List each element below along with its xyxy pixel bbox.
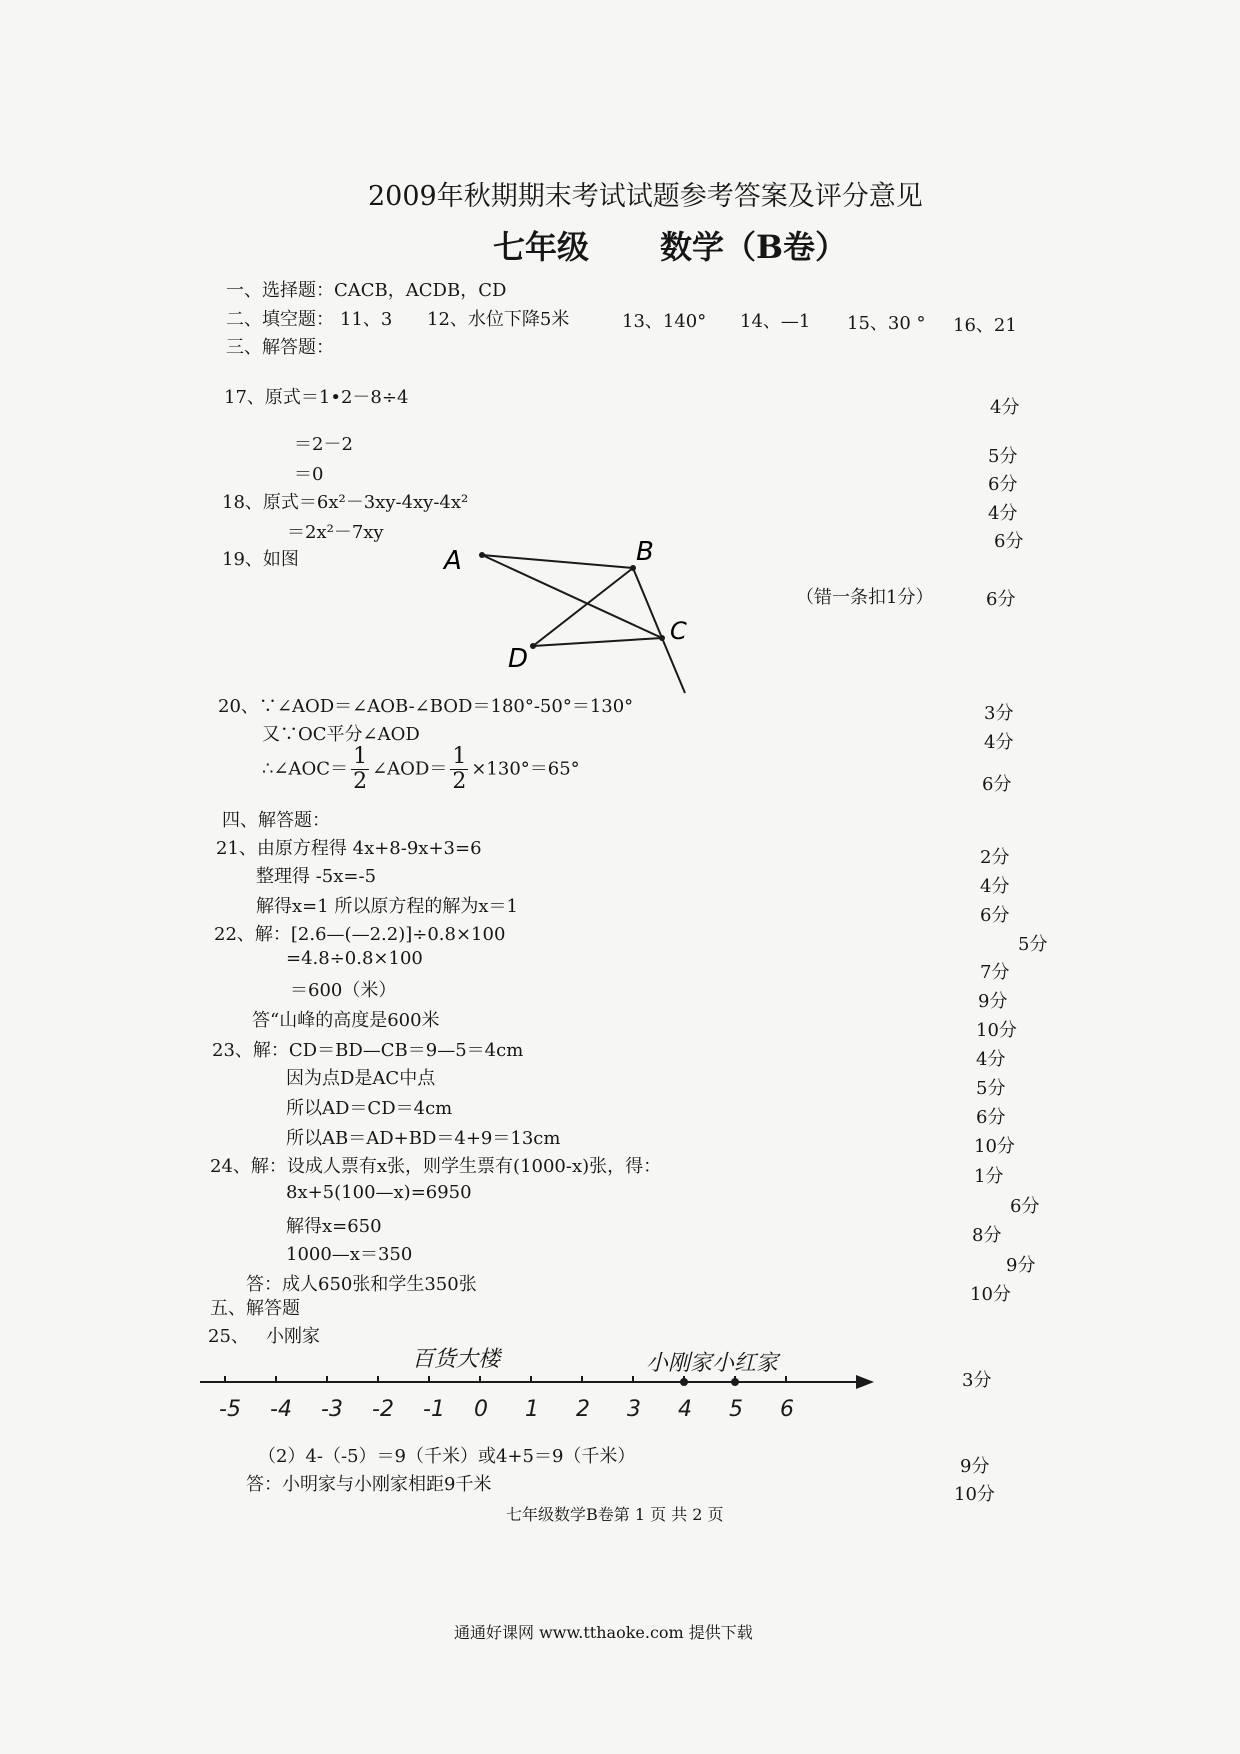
site-footer: 通通好课网 www.tthaoke.com 提供下载 <box>454 1623 753 1642</box>
number-line-tick-label: -2 <box>372 1397 394 1422</box>
q18-line2: ＝2x²－7xy <box>287 522 384 543</box>
q20-score1: 3分 <box>984 703 1014 724</box>
q23-line4: 所以AB＝AD+BD＝4+9＝13cm <box>286 1128 561 1149</box>
point-b-label: B <box>636 537 654 567</box>
q25-home-label: 小刚家 <box>266 1326 320 1347</box>
point-a-label: A <box>444 546 462 576</box>
q24-line5: 答：成人650张和学生350张 <box>246 1274 477 1295</box>
q20-line3-a: ∴∠AOC＝ <box>262 758 349 780</box>
q19-label: 19、如图 <box>222 549 299 570</box>
q20-line3-c: ×130°＝65° <box>471 758 580 780</box>
q25-score2: 9分 <box>960 1456 990 1477</box>
q20-score2: 4分 <box>984 732 1014 753</box>
fraction-numerator: 1 <box>452 744 467 769</box>
q25-score1: 3分 <box>962 1370 992 1391</box>
q23-score1: 4分 <box>976 1049 1006 1070</box>
q22-line4: 答“山峰的高度是600米 <box>252 1010 440 1031</box>
q25-score3: 10分 <box>954 1484 995 1505</box>
number-line-tick-label: -5 <box>219 1397 241 1422</box>
number-line-tick-label: 6 <box>780 1397 794 1422</box>
number-line-tick-label: 2 <box>576 1397 590 1422</box>
point-d-label: D <box>508 644 529 674</box>
number-line-tick-label: -1 <box>423 1397 445 1422</box>
fraction-denominator: 2 <box>452 769 467 794</box>
department-store-label: 百货大楼 <box>412 1347 501 1372</box>
answer-13: 13、140° <box>622 311 707 332</box>
section-4-label: 四、解答题： <box>222 810 330 831</box>
q21-score2: 4分 <box>980 876 1010 897</box>
q24-score4: 9分 <box>1006 1255 1036 1276</box>
q17-score3: 6分 <box>988 474 1018 495</box>
homes-label: 小刚家小红家 <box>646 1351 779 1376</box>
number-line-point <box>731 1378 739 1386</box>
number-line-tick-label: 4 <box>678 1397 692 1422</box>
q18-line1: 18、原式＝6x²－3xy-4xy-4x² <box>222 492 469 513</box>
q25-line2: （2）4-（-5）＝9（千米）或4+5＝9（千米） <box>258 1446 636 1467</box>
q17-line3: ＝0 <box>294 464 324 485</box>
q23-score3: 6分 <box>976 1107 1006 1128</box>
q22-score2: 9分 <box>978 991 1008 1012</box>
q24-line4: 1000—x＝350 <box>286 1244 413 1265</box>
answer-12: 12、水位下降5米 <box>427 309 570 330</box>
q24-score1: 1分 <box>974 1166 1004 1187</box>
q20-line3 <box>262 745 580 794</box>
q23-line3: 所以AD＝CD＝4cm <box>286 1098 453 1119</box>
answer-16: 16、21 <box>953 315 1017 336</box>
q21-line3: 解得x=1 所以原方程的解为x＝1 <box>256 896 519 917</box>
q22-score0: 5分 <box>1018 934 1048 955</box>
number-line-tick-label: 3 <box>627 1397 641 1422</box>
answer-15: 15、30 ° <box>847 313 926 334</box>
q23-line1: 23、解：CD＝BD—CB＝9—5＝4cm <box>212 1040 524 1061</box>
q22-score3: 10分 <box>976 1020 1017 1041</box>
half-fraction-1 <box>351 745 369 794</box>
section-5-label: 五、解答题 <box>210 1298 300 1319</box>
q18-score1: 4分 <box>988 503 1018 524</box>
q20-line3-b: ∠AOD＝ <box>372 758 448 780</box>
q23-score4: 10分 <box>974 1136 1015 1157</box>
q22-line2: =4.8÷0.8×100 <box>286 948 423 969</box>
number-line <box>190 1360 890 1450</box>
q24-score3: 8分 <box>972 1225 1002 1246</box>
q23-line2: 因为点D是AC中点 <box>286 1068 436 1089</box>
q22-score1: 7分 <box>980 962 1010 983</box>
q24-line3: 解得x=650 <box>286 1216 382 1237</box>
q17-line2: ＝2－2 <box>294 434 353 455</box>
page-number-footer: 七年级数学B卷第 1 页 共 2 页 <box>506 1505 724 1524</box>
q20-score3: 6分 <box>982 774 1012 795</box>
number-line-tick-label: 0 <box>474 1397 488 1422</box>
fraction-denominator: 2 <box>353 769 368 794</box>
q22-line3: ＝600（米） <box>290 980 397 1001</box>
q19-note: （错一条扣1分） <box>796 587 934 608</box>
q19-diagram <box>430 535 710 705</box>
q17-line1: 17、原式＝1•2－8÷4 <box>224 387 409 408</box>
q23-score2: 5分 <box>976 1078 1006 1099</box>
number-line-tick-label: -4 <box>270 1397 292 1422</box>
answer-14: 14、—1 <box>740 311 811 332</box>
q21-score3: 6分 <box>980 905 1010 926</box>
number-line-tick-label: 5 <box>729 1397 743 1422</box>
q25-line3: 答：小明家与小刚家相距9千米 <box>246 1474 492 1495</box>
q21-line2: 整理得 -5x=-5 <box>256 866 377 887</box>
q19-score: 6分 <box>986 589 1016 610</box>
q17-score2: 5分 <box>988 446 1018 467</box>
q20-line1: 20、∵∠AOD＝∠AOB-∠BOD＝180°-50°＝130° <box>218 696 634 717</box>
q22-line1: 22、解：[2.6—(—2.2)]÷0.8×100 <box>214 924 506 945</box>
q25-label: 25、 <box>208 1326 249 1347</box>
section-2-label: 二、填空题： <box>226 309 334 330</box>
number-line-point <box>680 1378 688 1386</box>
q24-score2: 6分 <box>1010 1196 1040 1217</box>
point-c-label: C <box>670 617 687 645</box>
number-line-tick-label: 1 <box>525 1397 539 1422</box>
q17-score1: 4分 <box>990 397 1020 418</box>
section-1-answers: 一、选择题：CACB，ACDB，CD <box>226 280 507 301</box>
q20-line2: 又∵OC平分∠AOD <box>262 724 420 745</box>
q24-score5: 10分 <box>970 1284 1011 1305</box>
fraction-numerator: 1 <box>353 744 368 769</box>
q18-score2: 6分 <box>994 531 1024 552</box>
q24-line1: 24、解：设成人票有x张，则学生票有(1000-x)张，得： <box>210 1156 662 1177</box>
page-title: 2009年秋期期末考试试题参考答案及评分意见 <box>368 181 923 212</box>
answer-11: 11、3 <box>340 309 393 330</box>
q21-score1: 2分 <box>980 847 1010 868</box>
q21-line1: 21、由原方程得 4x+8-9x+3=6 <box>216 838 482 859</box>
q24-line2: 8x+5(100—x)=6950 <box>286 1182 472 1203</box>
half-fraction-2 <box>450 745 468 794</box>
section-3-label: 三、解答题： <box>226 337 334 358</box>
number-line-tick-label: -3 <box>321 1397 343 1422</box>
grade-label: 七年级 <box>493 228 590 266</box>
subject-label: 数学（B卷） <box>660 228 848 266</box>
